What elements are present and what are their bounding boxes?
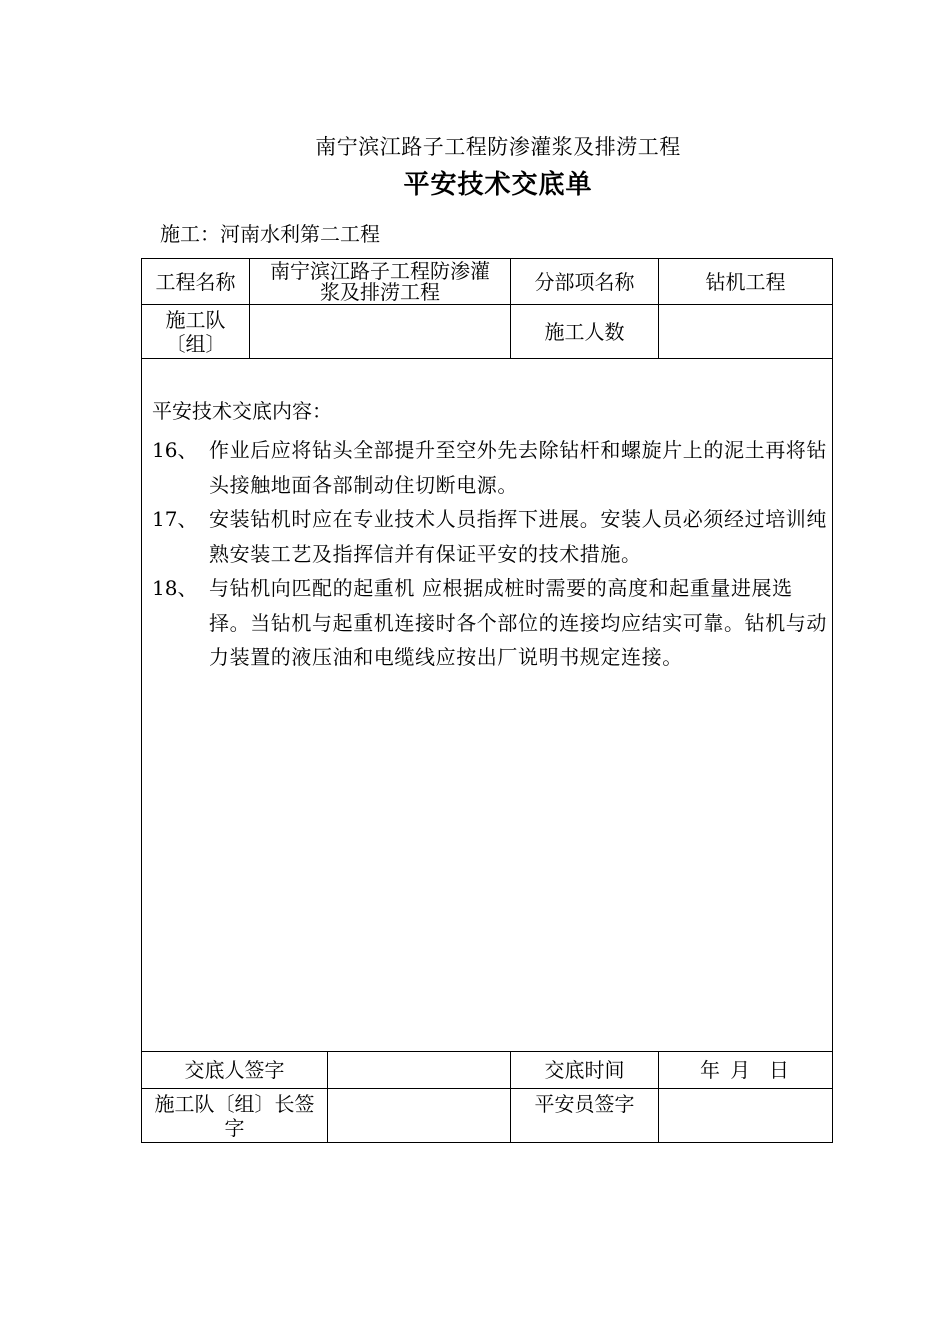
disclosure-time-label: 交底时间 bbox=[544, 1058, 625, 1082]
team-leader-sign-label: 施工队〔组〕长签字 bbox=[154, 1091, 315, 1140]
contractor-line: 施工：河南水利第二工程 bbox=[160, 222, 380, 246]
disclosure-time-value: 年 月 日 bbox=[699, 1058, 792, 1082]
project-name-label: 工程名称 bbox=[155, 269, 236, 294]
item-text: 与钻机向匹配的起重机 应根据成桩时需要的高度和起重量进展选择。当钻机与起重机连接时各个部位的连接均应结实可靠。钻机与动力装置的液压油和电缆线应按出厂说明书规定连接。 bbox=[209, 576, 827, 669]
team-value bbox=[250, 305, 510, 358]
presenter-sign-label: 交底人签字 bbox=[184, 1058, 285, 1082]
item-text: 安装钻机时应在专业技术人员指挥下进展。安装人员必须经过培训纯熟安装工艺及指挥信并有保证平安的技术措施。 bbox=[209, 507, 827, 566]
list-item bbox=[152, 433, 828, 502]
team-label: 施工队〔组〕 bbox=[165, 307, 226, 356]
list-item bbox=[152, 571, 828, 675]
safety-officer-sign-label: 平安员签字 bbox=[534, 1092, 635, 1116]
sub-item-label: 分部项名称 bbox=[534, 269, 635, 294]
sub-item-value: 钻机工程 bbox=[705, 269, 786, 294]
item-number: 18、 bbox=[152, 576, 198, 600]
disclosure-form bbox=[141, 258, 833, 1143]
content-items bbox=[152, 433, 828, 675]
workers-label: 施工人数 bbox=[544, 319, 625, 344]
item-text: 作业后应将钻头全部提升至空外先去除钻杆和螺旋片上的泥土再将钻头接触地面各部制动住切断电源。 bbox=[209, 438, 827, 497]
content-label: 平安技术交底内容： bbox=[152, 399, 332, 423]
presenter-sign-value bbox=[328, 1052, 510, 1088]
list-item bbox=[152, 502, 828, 571]
row-divider bbox=[142, 358, 832, 359]
item-number: 16、 bbox=[152, 438, 198, 462]
item-number: 17、 bbox=[152, 507, 198, 531]
project-name-value: 南宁滨江路子工程防渗灌浆及排涝工程 bbox=[270, 258, 490, 304]
workers-value bbox=[659, 305, 832, 358]
safety-officer-sign-value bbox=[659, 1089, 832, 1142]
document-subtitle: 南宁滨江路子工程防渗灌浆及排涝工程 bbox=[315, 135, 681, 159]
team-leader-sign-value bbox=[328, 1089, 510, 1142]
document-title: 平安技术交底单 bbox=[403, 170, 593, 200]
